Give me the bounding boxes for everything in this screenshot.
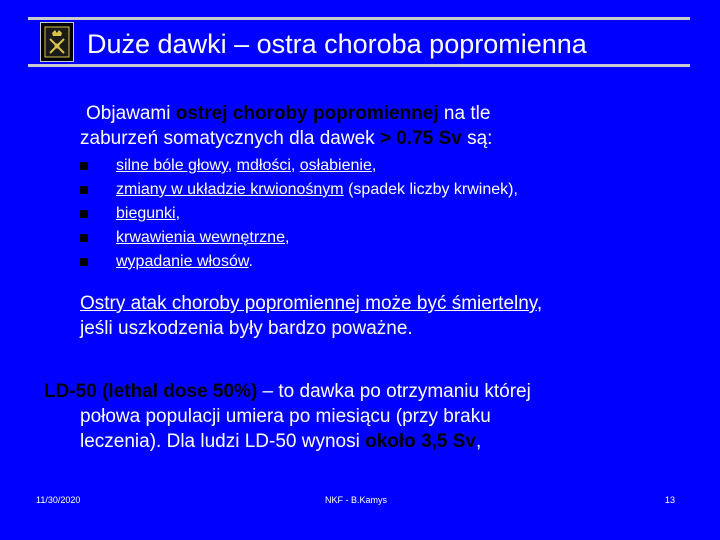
ld50-line-2: połowa populacji umiera po miesiącu (przy braku: [80, 406, 491, 427]
list-item: [80, 154, 700, 178]
ld50-line-3: [80, 430, 481, 454]
list-item: [80, 178, 700, 202]
separator: ,: [476, 431, 482, 452]
list-item: [80, 226, 700, 250]
footer-author: NKF - B.Kamys: [325, 495, 388, 505]
separator: .: [248, 253, 253, 270]
title-rule-bottom: [28, 64, 690, 67]
ld50-term: LD-50 (lethal dose 50%): [44, 381, 258, 402]
symptom-link[interactable]: wypadanie włosów: [116, 253, 249, 270]
bullet-square-icon: [80, 258, 88, 266]
symptom-link[interactable]: silne bóle głowy: [116, 157, 228, 174]
dose-threshold: > 0.75 Sv: [379, 128, 462, 149]
attack-link[interactable]: Ostry atak choroby popromiennej może być śmiertelny: [80, 293, 537, 314]
symptom-link[interactable]: biegunki: [116, 205, 176, 222]
intro-highlight: ostrej choroby popromiennej: [175, 103, 439, 124]
footer-page-number: 13: [665, 495, 676, 505]
intro-line-1: [86, 102, 490, 126]
intro-text: Objawami: [86, 103, 176, 124]
ld50-line-1: [44, 380, 531, 404]
symptom-list: [80, 154, 700, 274]
attack-line-2: jeśli uszkodzenia były bardzo poważne.: [80, 318, 413, 339]
list-item: [80, 202, 700, 226]
list-item: [80, 250, 700, 274]
title-rule-top: [28, 17, 690, 20]
symptom-link[interactable]: mdłości: [236, 157, 291, 174]
ld50-text: leczenia). Dla ludzi LD-50 wynosi: [80, 431, 366, 452]
ld50-value: około 3,5 Sv: [365, 431, 476, 452]
intro-text: są:: [461, 128, 493, 149]
attack-line-1: [80, 292, 542, 316]
intro-text: na tle: [438, 103, 491, 124]
crest-icon: [40, 22, 74, 62]
bullet-square-icon: [80, 162, 88, 170]
symptom-link[interactable]: krwawienia wewnętrzne: [116, 229, 285, 246]
separator: ,: [227, 157, 237, 174]
separator: ,: [290, 157, 300, 174]
separator: ,: [371, 157, 377, 174]
symptom-note: (spadek liczby krwinek),: [343, 181, 518, 198]
bullet-square-icon: [80, 186, 88, 194]
separator: ,: [284, 229, 290, 246]
separator: ,: [175, 205, 181, 222]
bullet-square-icon: [80, 210, 88, 218]
ld50-text: – to dawka po otrzymaniu której: [257, 381, 531, 402]
intro-line-2: [80, 127, 492, 151]
separator: ,: [536, 293, 543, 314]
symptom-link[interactable]: zmiany w układzie krwionośnym: [116, 181, 344, 198]
symptom-link[interactable]: osłabienie: [299, 157, 372, 174]
footer-date: 11/30/2020: [36, 495, 81, 505]
bullet-square-icon: [80, 234, 88, 242]
slide-title: Duże dawki – ostra choroba popromienna: [87, 29, 587, 59]
intro-text: zaburzeń somatycznych dla dawek: [80, 128, 380, 149]
